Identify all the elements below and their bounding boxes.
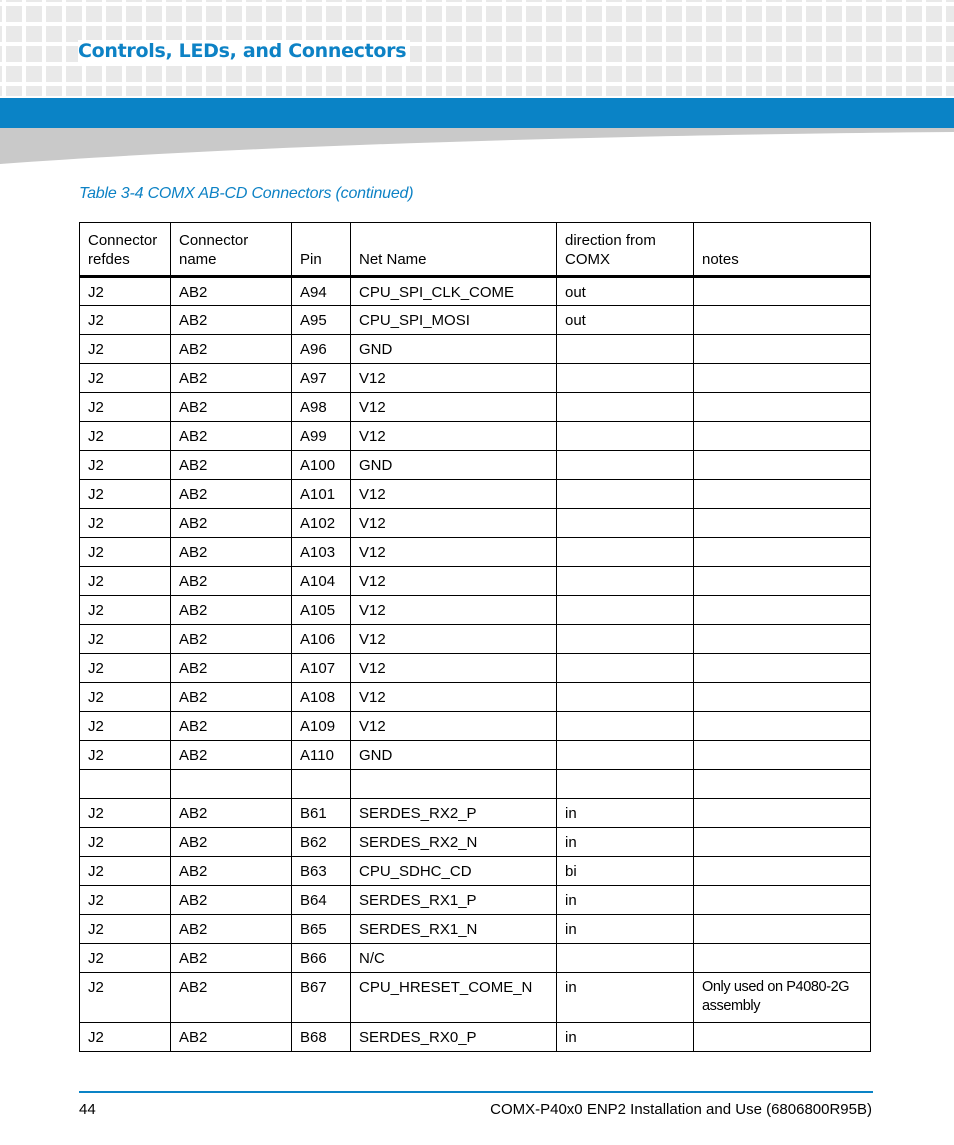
table-cell: V12 xyxy=(351,538,557,567)
table-cell: AB2 xyxy=(171,451,292,480)
table-cell: AB2 xyxy=(171,654,292,683)
table-cell xyxy=(557,596,694,625)
column-header: Net Name xyxy=(351,223,557,277)
table-cell xyxy=(557,393,694,422)
table-cell xyxy=(694,654,871,683)
table-cell: in xyxy=(557,973,694,1023)
table-cell xyxy=(694,625,871,654)
table-row xyxy=(80,857,871,886)
table-cell: GND xyxy=(351,741,557,770)
table-cell: AB2 xyxy=(171,538,292,567)
table-cell: V12 xyxy=(351,509,557,538)
table-row xyxy=(80,1023,871,1052)
page-number: 44 xyxy=(79,1101,96,1118)
table-cell xyxy=(694,712,871,741)
table-cell xyxy=(694,335,871,364)
table-cell xyxy=(557,625,694,654)
table-cell: A103 xyxy=(292,538,351,567)
table-cell: V12 xyxy=(351,712,557,741)
table-cell: V12 xyxy=(351,654,557,683)
table-cell: AB2 xyxy=(171,857,292,886)
column-header: direction from COMX xyxy=(557,223,694,277)
table-cell: AB2 xyxy=(171,277,292,306)
table-cell: J2 xyxy=(80,915,171,944)
table-caption: Table 3-4 COMX AB-CD Connectors (continued) xyxy=(79,185,414,202)
table-row xyxy=(80,712,871,741)
document-title: COMX-P40x0 ENP2 Installation and Use (6806800R95B) xyxy=(490,1101,872,1118)
table-cell: J2 xyxy=(80,886,171,915)
table-cell: A102 xyxy=(292,509,351,538)
table-cell: in xyxy=(557,799,694,828)
table-row xyxy=(80,277,871,306)
table-cell xyxy=(694,741,871,770)
table-cell: AB2 xyxy=(171,335,292,364)
table-row xyxy=(80,828,871,857)
column-header: notes xyxy=(694,223,871,277)
header-gray-swoosh xyxy=(0,128,954,164)
connector-table xyxy=(79,222,871,1052)
table-row xyxy=(80,335,871,364)
table-header-row xyxy=(80,223,871,277)
table-cell: out xyxy=(557,277,694,306)
table-cell: J2 xyxy=(80,828,171,857)
table-cell: SERDES_RX2_N xyxy=(351,828,557,857)
table-cell: J2 xyxy=(80,364,171,393)
table-cell: A97 xyxy=(292,364,351,393)
table-row xyxy=(80,538,871,567)
table-cell: J2 xyxy=(80,335,171,364)
table-cell: B63 xyxy=(292,857,351,886)
table-cell: A98 xyxy=(292,393,351,422)
table-cell: AB2 xyxy=(171,799,292,828)
table-cell xyxy=(694,451,871,480)
table-cell: J2 xyxy=(80,567,171,596)
table-cell: J2 xyxy=(80,538,171,567)
table-cell: in xyxy=(557,828,694,857)
table-body xyxy=(80,277,871,1052)
table-cell: AB2 xyxy=(171,683,292,712)
table-cell: B66 xyxy=(292,944,351,973)
table-cell: A108 xyxy=(292,683,351,712)
table-cell: in xyxy=(557,886,694,915)
table-cell xyxy=(694,538,871,567)
table-cell xyxy=(694,567,871,596)
table-cell: J2 xyxy=(80,451,171,480)
table-cell xyxy=(557,683,694,712)
table-cell: J2 xyxy=(80,596,171,625)
table-row xyxy=(80,944,871,973)
table-cell xyxy=(694,886,871,915)
table-cell xyxy=(557,364,694,393)
table-cell xyxy=(694,1023,871,1052)
table-cell: N/C xyxy=(351,944,557,973)
table-row xyxy=(80,683,871,712)
table-cell xyxy=(557,567,694,596)
table-cell: B67 xyxy=(292,973,351,1023)
column-header: Connector name xyxy=(171,223,292,277)
table-cell: A104 xyxy=(292,567,351,596)
table-cell: CPU_HRESET_COME_N xyxy=(351,973,557,1023)
table-cell: AB2 xyxy=(171,712,292,741)
table-cell: B61 xyxy=(292,799,351,828)
table-row xyxy=(80,886,871,915)
table-cell: Only used on P4080-2G assembly xyxy=(694,973,871,1023)
table-row xyxy=(80,393,871,422)
table-cell: A109 xyxy=(292,712,351,741)
table-cell: V12 xyxy=(351,364,557,393)
table-cell: AB2 xyxy=(171,625,292,654)
table-cell: B68 xyxy=(292,1023,351,1052)
table-cell: AB2 xyxy=(171,509,292,538)
table-cell: AB2 xyxy=(171,306,292,335)
table-row xyxy=(80,567,871,596)
table-cell: J2 xyxy=(80,857,171,886)
table-row xyxy=(80,799,871,828)
column-header: Pin xyxy=(292,223,351,277)
table-cell: A105 xyxy=(292,596,351,625)
table-cell: AB2 xyxy=(171,422,292,451)
table-cell xyxy=(557,944,694,973)
table-cell: AB2 xyxy=(171,828,292,857)
table-cell xyxy=(694,364,871,393)
table-cell: J2 xyxy=(80,480,171,509)
table-cell: A94 xyxy=(292,277,351,306)
table-cell: J2 xyxy=(80,393,171,422)
table-cell: in xyxy=(557,915,694,944)
table-row xyxy=(80,480,871,509)
table-cell: J2 xyxy=(80,625,171,654)
table-cell: AB2 xyxy=(171,915,292,944)
table-cell: SERDES_RX2_P xyxy=(351,799,557,828)
page-title: Controls, LEDs, and Connectors xyxy=(78,40,410,62)
table-cell: in xyxy=(557,1023,694,1052)
table-cell: J2 xyxy=(80,944,171,973)
table-cell xyxy=(694,770,871,799)
table-row xyxy=(80,422,871,451)
table-cell xyxy=(557,654,694,683)
table-cell: J2 xyxy=(80,683,171,712)
table-cell xyxy=(694,683,871,712)
table-cell: B64 xyxy=(292,886,351,915)
table-cell: AB2 xyxy=(171,1023,292,1052)
table-row xyxy=(80,770,871,799)
table-cell: AB2 xyxy=(171,973,292,1023)
table-cell xyxy=(694,277,871,306)
table-cell xyxy=(694,422,871,451)
table-cell: V12 xyxy=(351,683,557,712)
table-cell: SERDES_RX1_N xyxy=(351,915,557,944)
table-cell xyxy=(557,335,694,364)
table-cell: V12 xyxy=(351,567,557,596)
table-cell xyxy=(171,770,292,799)
table-row xyxy=(80,509,871,538)
table-cell: V12 xyxy=(351,596,557,625)
table-cell xyxy=(694,480,871,509)
header-blue-band xyxy=(0,98,954,128)
table-cell xyxy=(557,770,694,799)
table-cell: AB2 xyxy=(171,886,292,915)
table-cell: J2 xyxy=(80,973,171,1023)
table-cell: A99 xyxy=(292,422,351,451)
table-cell xyxy=(694,799,871,828)
table-cell xyxy=(557,480,694,509)
table-cell xyxy=(694,596,871,625)
table-cell xyxy=(694,509,871,538)
table-cell: AB2 xyxy=(171,567,292,596)
table-row xyxy=(80,451,871,480)
table-cell: AB2 xyxy=(171,393,292,422)
table-cell xyxy=(557,422,694,451)
table-cell: J2 xyxy=(80,654,171,683)
table-cell xyxy=(351,770,557,799)
table-row xyxy=(80,915,871,944)
table-cell xyxy=(694,944,871,973)
table-cell xyxy=(694,306,871,335)
footer-rule xyxy=(79,1091,873,1093)
table-cell: GND xyxy=(351,451,557,480)
table-row xyxy=(80,306,871,335)
table-cell: J2 xyxy=(80,741,171,770)
table-cell: A96 xyxy=(292,335,351,364)
table-cell xyxy=(694,915,871,944)
table-cell: AB2 xyxy=(171,596,292,625)
table-cell: B62 xyxy=(292,828,351,857)
table-cell: B65 xyxy=(292,915,351,944)
table-cell: GND xyxy=(351,335,557,364)
table-cell: V12 xyxy=(351,480,557,509)
table-cell xyxy=(557,741,694,770)
table-row xyxy=(80,596,871,625)
table-cell xyxy=(694,393,871,422)
table-cell xyxy=(557,538,694,567)
table-cell xyxy=(292,770,351,799)
table-cell: J2 xyxy=(80,306,171,335)
table-cell: A95 xyxy=(292,306,351,335)
table-cell: out xyxy=(557,306,694,335)
table-cell: J2 xyxy=(80,509,171,538)
table-cell: J2 xyxy=(80,422,171,451)
column-header: Connector refdes xyxy=(80,223,171,277)
table-cell xyxy=(80,770,171,799)
table-cell: A100 xyxy=(292,451,351,480)
table-cell xyxy=(557,509,694,538)
table-cell: J2 xyxy=(80,712,171,741)
table-row xyxy=(80,654,871,683)
table-cell: AB2 xyxy=(171,364,292,393)
table-cell: AB2 xyxy=(171,741,292,770)
table-cell: A107 xyxy=(292,654,351,683)
table-cell xyxy=(557,451,694,480)
table-cell xyxy=(694,857,871,886)
table-cell: CPU_SDHC_CD xyxy=(351,857,557,886)
table-row xyxy=(80,364,871,393)
table-cell: A106 xyxy=(292,625,351,654)
table-cell: V12 xyxy=(351,625,557,654)
table-row xyxy=(80,973,871,1023)
table-cell: AB2 xyxy=(171,480,292,509)
table-cell: V12 xyxy=(351,393,557,422)
table-row xyxy=(80,625,871,654)
table-cell: bi xyxy=(557,857,694,886)
table-cell: SERDES_RX1_P xyxy=(351,886,557,915)
table-cell: CPU_SPI_MOSI xyxy=(351,306,557,335)
table-cell: A110 xyxy=(292,741,351,770)
table-cell: A101 xyxy=(292,480,351,509)
table-cell: AB2 xyxy=(171,944,292,973)
table-cell: CPU_SPI_CLK_COME xyxy=(351,277,557,306)
table-cell: J2 xyxy=(80,799,171,828)
table-cell: J2 xyxy=(80,277,171,306)
table-row xyxy=(80,741,871,770)
table-cell: SERDES_RX0_P xyxy=(351,1023,557,1052)
table-cell xyxy=(694,828,871,857)
table-cell: J2 xyxy=(80,1023,171,1052)
table-cell: V12 xyxy=(351,422,557,451)
table-cell xyxy=(557,712,694,741)
